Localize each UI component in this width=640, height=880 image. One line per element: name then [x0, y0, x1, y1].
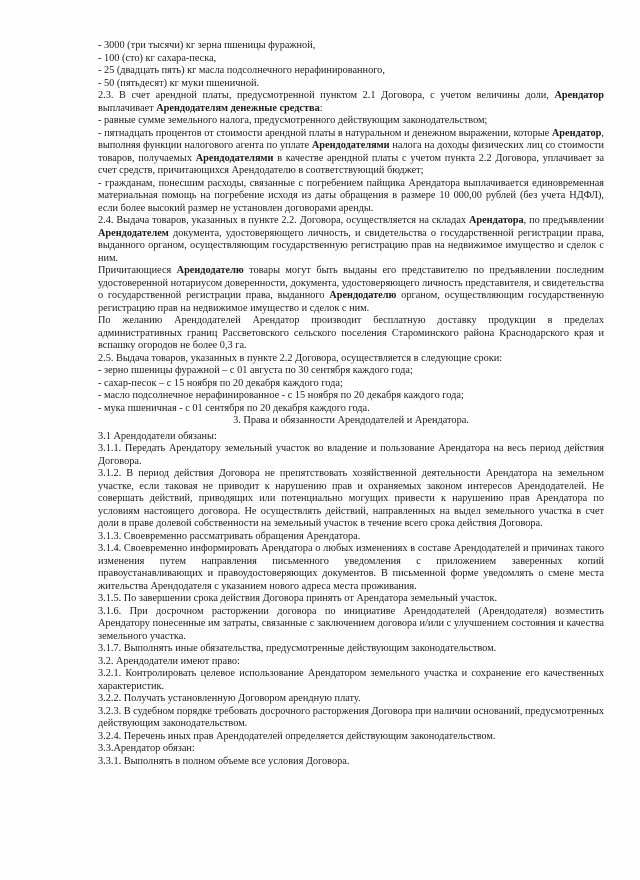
paragraph: [98, 215, 604, 265]
text-run: органом, осуществляющим государственную регистрацию прав на недвижимое имущество и сделок с ним.: [98, 290, 604, 314]
paragraph: [98, 593, 604, 606]
text-run: 3.3.Арендатор обязан:: [98, 743, 195, 754]
paragraph: [98, 403, 604, 416]
text-run: 2.5. Выдача товаров, указанных в пункте 2.2 Договора, осуществляется в следующие сроки:: [98, 352, 503, 364]
text-run: 2.4. Выдача товаров, указанных в пункте 2.2. Договора, осуществляется на складах: [98, 215, 469, 226]
paragraph: [98, 90, 604, 115]
paragraph: [98, 128, 604, 178]
paragraph: [98, 643, 604, 656]
text-run: 3.1.2. В период действия Договора не препятствовать хозяйственной деятельности Арендатора на земельном участке, если таковая не приводит к нарушению прав и охраняемых законом интересов Арендодателей. Не совершать действий, приводящих или потенциально могущих привести к нарушению прав Арендатора по условиям настоящего договора. Не осуществлять действий, направленных на выдел земельного участка в счет доли в праве долевой собственности на земельный участок в течение всего срока действия Договора.: [98, 468, 604, 529]
text-run: 3.1.3. Своевременно рассматривать обращения Арендатора.: [98, 530, 361, 542]
bold-term: Арендодателями: [311, 140, 390, 151]
text-run: 3.2.3. В судебном порядке требовать досрочного расторжения Договора при наличии оснований, предусмотренных действующим законодательством.: [98, 705, 605, 729]
text-run: - 3000 (три тысячи) кг зерна пшеницы фуражной,: [98, 40, 316, 51]
paragraph: [98, 693, 604, 706]
bold-term: Арендодателям денежные средства: [156, 102, 320, 114]
text-run: 3.1.7. Выполнять иные обязательства, предусмотренные действующим законодательством.: [98, 643, 497, 654]
text-run: 3.1.1. Передать Арендатору земельный участок во владение и пользование Арендатора на весь период действия Договора.: [98, 443, 604, 467]
paragraph: [98, 53, 604, 66]
bold-term: Арендодателем: [98, 227, 169, 239]
section-heading: [98, 415, 604, 428]
paragraph: [98, 668, 604, 693]
paragraph: [98, 731, 604, 744]
paragraph: [98, 468, 604, 531]
text-run: 3.1.4. Своевременно информировать Арендатора о любых изменениях в составе Арендодателей и причинах такого изменения путем направления письменного уведомления с приложением заверенных копий правоустанавливающих и правоудостоверяющих документов. В письменной форме уведомлять о смене места жительства Арендодателя с указанием нового адреса места проживания.: [98, 543, 604, 592]
text-run: По желанию Арендодателей Арендатор производит бесплатную доставку продукции в пределах административных границ Рассветовского сельского поселения Староминского района Краснодарского края и вспашку огородов не более 0,3 га.: [98, 315, 604, 351]
paragraph: [98, 353, 604, 366]
paragraph: [98, 315, 604, 353]
text-run: в качестве арендной платы с учетом пункта 2.2 Договора, уплачивает за счет средств, причитающихся Арендодателю в соответствующий бюджет;: [98, 152, 605, 176]
text-run: выплачивает: [98, 102, 157, 114]
text-run: 3.2.1. Контролировать целевое использование Арендатором земельного участка и сохранение его качественных характеристик.: [98, 668, 604, 692]
text-run: 3. Права и обязанности Арендодателей и Арендатора.: [233, 415, 469, 426]
bold-term: Арендодателями: [195, 152, 274, 164]
text-run: - мука пшеничная - с 01 сентября по 20 декабря каждого года.: [98, 402, 370, 414]
text-run: :: [319, 102, 323, 114]
text-run: 3.2. Арендодатели имеют право:: [98, 655, 240, 667]
bold-term: Арендодателю: [329, 290, 397, 301]
text-run: - 100 (сто) кг сахара-песка,: [98, 52, 217, 64]
paragraph: [98, 543, 604, 593]
text-run: 3.1.6. При досрочном расторжении договора по инициативе Арендодателей (Арендодателя) возместить Арендатору понесенные им затраты, связанные с заключением договора и/или с улучшением состояния и качества земельного участка.: [98, 605, 604, 642]
paragraph: [98, 65, 604, 78]
paragraph: [98, 743, 604, 756]
bold-term: Арендатор: [554, 90, 604, 101]
document-body: [98, 40, 604, 768]
paragraph: [98, 390, 604, 403]
text-run: 3.1 Арендодатели обязаны:: [98, 430, 217, 442]
text-run: - гражданам, понесшим расходы, связанные с погребением пайщика Арендатора выплачивается единовременная материальная помощь на погребение исходя из даты обращения в размере 10 000,00 рублей (без учета НДФЛ), если более высокий размер не установлен договорами аренды.: [98, 177, 604, 214]
text-run: , выполняя функции налогового агента по уплате: [98, 127, 604, 151]
bold-term: Арендодателю: [176, 265, 244, 276]
paragraph: [98, 265, 604, 315]
text-run: 2.3. В счет арендной платы, предусмотренной пунктом 2.1 Договора, с учетом величины доли,: [98, 90, 555, 101]
text-run: 3.2.4. Перечень иных прав Арендодателей определяется действующим законодательством.: [98, 730, 496, 742]
paragraph: [98, 78, 604, 91]
paragraph: [98, 178, 604, 216]
paragraph: [98, 115, 604, 128]
paragraph: [98, 443, 604, 468]
text-run: Причитающиеся: [98, 265, 177, 276]
paragraph: [98, 431, 604, 444]
paragraph: [98, 40, 604, 53]
paragraph: [98, 365, 604, 378]
text-run: - пятнадцать процентов от стоимости арендной платы в натуральном и денежном выражении, которые: [98, 127, 552, 139]
bold-term: Арендатор: [551, 127, 602, 139]
text-run: - сахар-песок – с 15 ноября по 20 декабря каждого года;: [98, 377, 343, 389]
text-run: - 50 (пятьдесят) кг муки пшеничной.: [98, 77, 260, 89]
paragraph: [98, 706, 604, 731]
text-run: - 25 (двадцать пять) кг масла подсолнечного нерафинированного,: [98, 65, 385, 76]
text-run: налога на доходы физических лиц со стоимости товаров, получаемых: [98, 140, 605, 164]
paragraph: [98, 531, 604, 544]
text-run: , по предъявлении: [523, 215, 604, 226]
text-run: документа, удостоверяющего личность, и свидетельства о государственной регистрации права, выданного органом, осуществляющим государственную регистрацию прав на недвижимое имущество и сделок с ним.: [98, 227, 604, 264]
text-run: 3.1.5. По завершении срока действия Договора принять от Арендатора земельный участок.: [98, 593, 498, 604]
paragraph: [98, 656, 604, 669]
bold-term: Арендатора: [468, 215, 524, 226]
text-run: 3.2.2. Получать установленную Договором арендную плату.: [98, 693, 361, 704]
text-run: 3.3.1. Выполнять в полном объеме все условия Договора.: [98, 755, 350, 767]
text-run: - равные сумме земельного налога, предусмотренного действующим законодательством;: [98, 115, 488, 126]
paragraph: [98, 606, 604, 644]
text-run: товары могут быть выданы его представителю по предъявлении последним удостоверенной нотариусом доверенности, документа, удостоверяющего личность представителя, и свидетельства о государственной регистрации права, выданного: [98, 265, 604, 301]
text-run: - масло подсолнечное нерафинированное - с 15 ноября по 20 декабря каждого года;: [98, 390, 464, 401]
text-run: - зерно пшеницы фуражной – с 01 августа по 30 сентября каждого года;: [98, 365, 413, 376]
paragraph: [98, 378, 604, 391]
paragraph: [98, 756, 604, 769]
